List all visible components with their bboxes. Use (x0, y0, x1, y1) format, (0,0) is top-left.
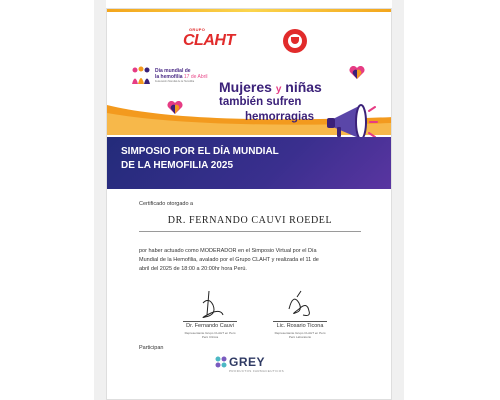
colorful-figures-icon (131, 66, 153, 86)
grey-sponsor-logo (215, 354, 285, 374)
sponsor-name: GREY (229, 355, 266, 369)
colorful-heart-icon-2 (167, 101, 183, 115)
recipient-name: DR. FERNANDO CAUVI ROEDEL (167, 215, 333, 226)
signature-scribble (193, 289, 227, 321)
signer-role-2: Perú Laboratorio (288, 335, 312, 339)
participants-label: Participan (139, 345, 164, 351)
grey-logo-icon (215, 356, 227, 368)
day-logo-tagline: Federación Mundial de la Hemofilia (155, 80, 195, 83)
claht-name: CLAHT (183, 32, 235, 49)
top-accent-bar (107, 9, 392, 12)
body-line: por haber actuado como MODERADOR en el Simposio Virtual por el Día (139, 248, 317, 254)
headline-line1: Mujeres y niñas (219, 79, 322, 95)
seal-logo-icon (283, 29, 307, 53)
signer-role: Representante Grupo CLAHT en Perú (274, 331, 326, 335)
banner-line1: SIMPOSIO POR EL DÍA MUNDIAL (121, 146, 279, 157)
banner-line2: DE LA HEMOFILIA 2025 (121, 160, 234, 171)
signer-name: Dr. Fernando Cauvi (186, 323, 234, 329)
certificate-page (106, 8, 392, 400)
viewer-gutter-right (392, 0, 404, 400)
recipient-underline (139, 231, 361, 232)
body-line: Mundial de la Hemofilia, avalado por el Grupo CLAHT y realizada el 11 de (139, 256, 319, 263)
day-logo-line1: Día mundial de (155, 68, 191, 74)
headline-line2: también sufren (219, 96, 302, 108)
day-logo-line2: la hemofilia 17 de Abril (155, 74, 208, 80)
certificate-body (139, 247, 363, 273)
signer-role: Representante Grupo CLAHT en Perú (184, 331, 236, 335)
claht-group-label: GRUPO (189, 27, 206, 32)
signature-block-1 (165, 289, 255, 349)
signer-role-2: Perú Clínica (201, 335, 219, 339)
signature-scribble (283, 289, 317, 321)
sponsor-subtitle: PRODUCTOS FARMACEUTICOS (229, 369, 284, 373)
signature-block-2 (255, 289, 345, 349)
claht-logo (173, 27, 233, 53)
symposium-banner (107, 137, 392, 189)
hemophilia-day-logo (131, 66, 221, 88)
headline-line3: hemorragias (245, 111, 315, 123)
viewer-gutter-left (94, 0, 106, 400)
body-line: abril del 2025 de 18:00 a 20:00hr hora Perú. (139, 265, 247, 272)
colorful-heart-icon (349, 66, 365, 80)
signer-name: Lic. Rosario Ticona (276, 323, 324, 329)
certified-label: Certificado otorgado a (139, 201, 194, 207)
